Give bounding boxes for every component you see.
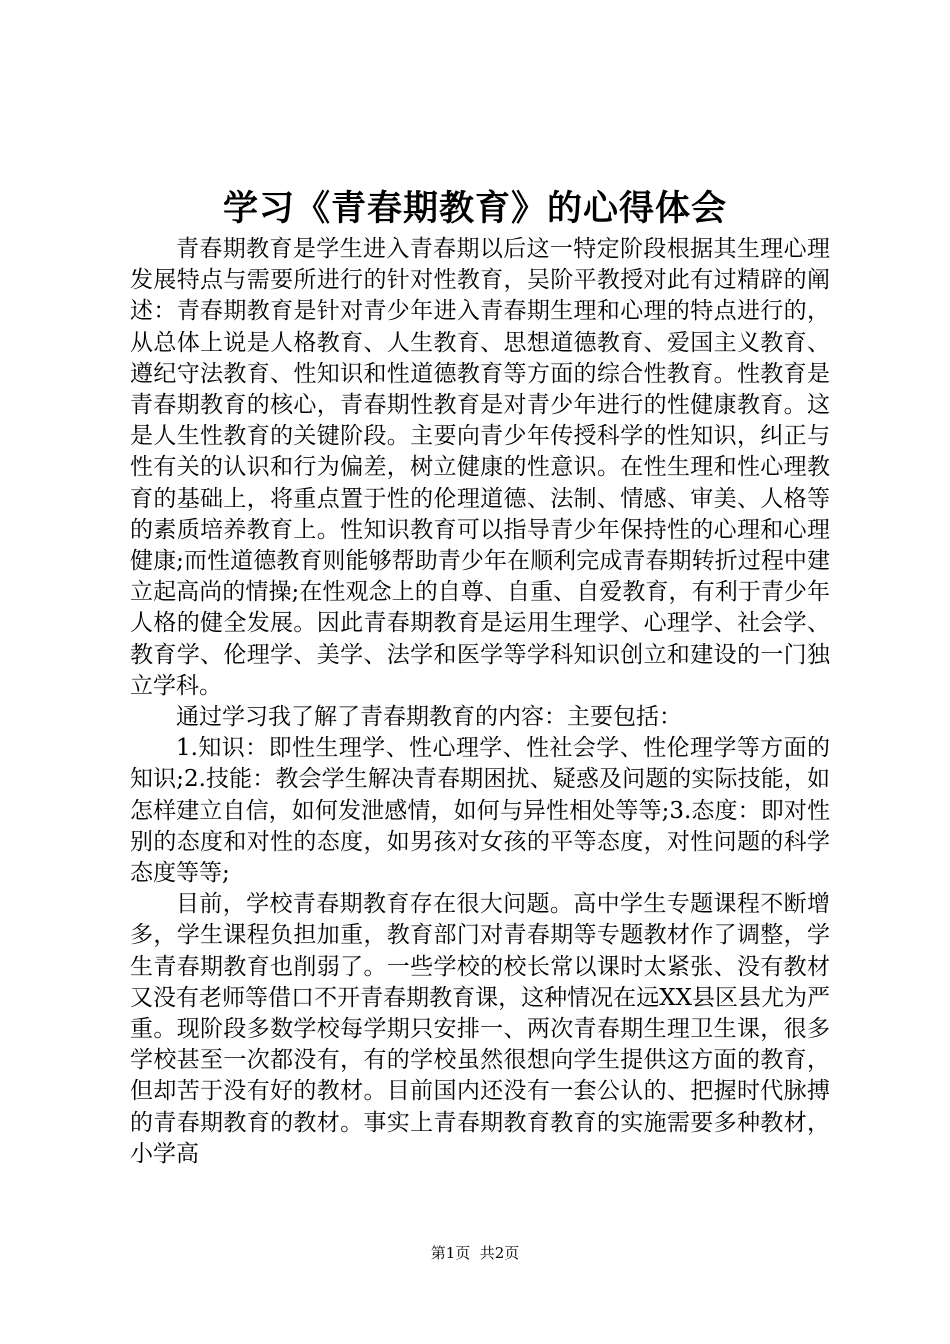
document-body [130,234,830,1170]
paragraph-content-overview: 通过学习我了解了青春期教育的内容：主要包括： [176,704,682,731]
paragraph-current-problems: 目前，学校青春期教育存在很大问题。高中学生专题课程不断增多，学生课程负担加重，教育部门对青春期等专题教材作了调整，学生青春期教育也削弱了。一些学校的校长常以课时太紧张、没有教材又没有老师等借口不开青春期教育课，这种情况在远XX县区县尤为严重。现阶段多数学校每学期只安排一、两次青春期生理卫生课，很多学校甚至一次都没有，有的学校虽然很想向学生提供这方面的教育，但却苦于没有好的教材。目前国内还没有一套公认的、把握时代脉搏的青春期教育的教材。事实上青春期教育教育的实施需要多种教材，小学高 [130,891,830,1167]
page-number-label: 第1页 共2页 [430,1244,520,1262]
paragraph-content-list: 1.知识：即性生理学、性心理学、性社会学、性伦理学等方面的知识;2.技能：教会学生解决青春期困扰、疑惑及问题的实际技能，如怎样建立自信，如何发泄感情，如何与异性相处等等;3.态度：即对性别的态度和对性的态度，如男孩对女孩的平等态度，对性问题的科学态度等等; [130,735,830,887]
document-title: 学习《青春期教育》的心得体会 [222,188,727,229]
page-footer [0,1243,950,1263]
paragraph-intro: 青春期教育是学生进入青春期以后这一特定阶段根据其生理心理发展特点与需要所进行的针对性教育，吴阶平教授对此有过精辟的阐述：青春期教育是针对青少年进入青春期生理和心理的特点进行的，从总体上说是人格教育、人生教育、思想道德教育、爱国主义教育、遵纪守法教育、性知识和性道德教育等方面的综合性教育。性教育是青春期教育的核心，青春期性教育是对青少年进行的性健康教育。这是人生性教育的关键阶段。主要向青少年传授科学的性知识，纠正与性有关的认识和行为偏差，树立健康的性意识。在性生理和性心理教育的基础上，将重点置于性的伦理道德、法制、情感、审美、人格等的素质培养教育上。性知识教育可以指导青少年保持性的心理和心理健康;而性道德教育则能够帮助青少年在顺利完成青春期转折过程中建立起高尚的情操;在性观念上的自尊、自重、自爱教育，有利于青少年人格的健全发展。因此青春期教育是运用生理学、心理学、社会学、教育学、伦理学、美学、法学和医学等学科知识创立和建设的一门独立学科。 [130,236,830,699]
